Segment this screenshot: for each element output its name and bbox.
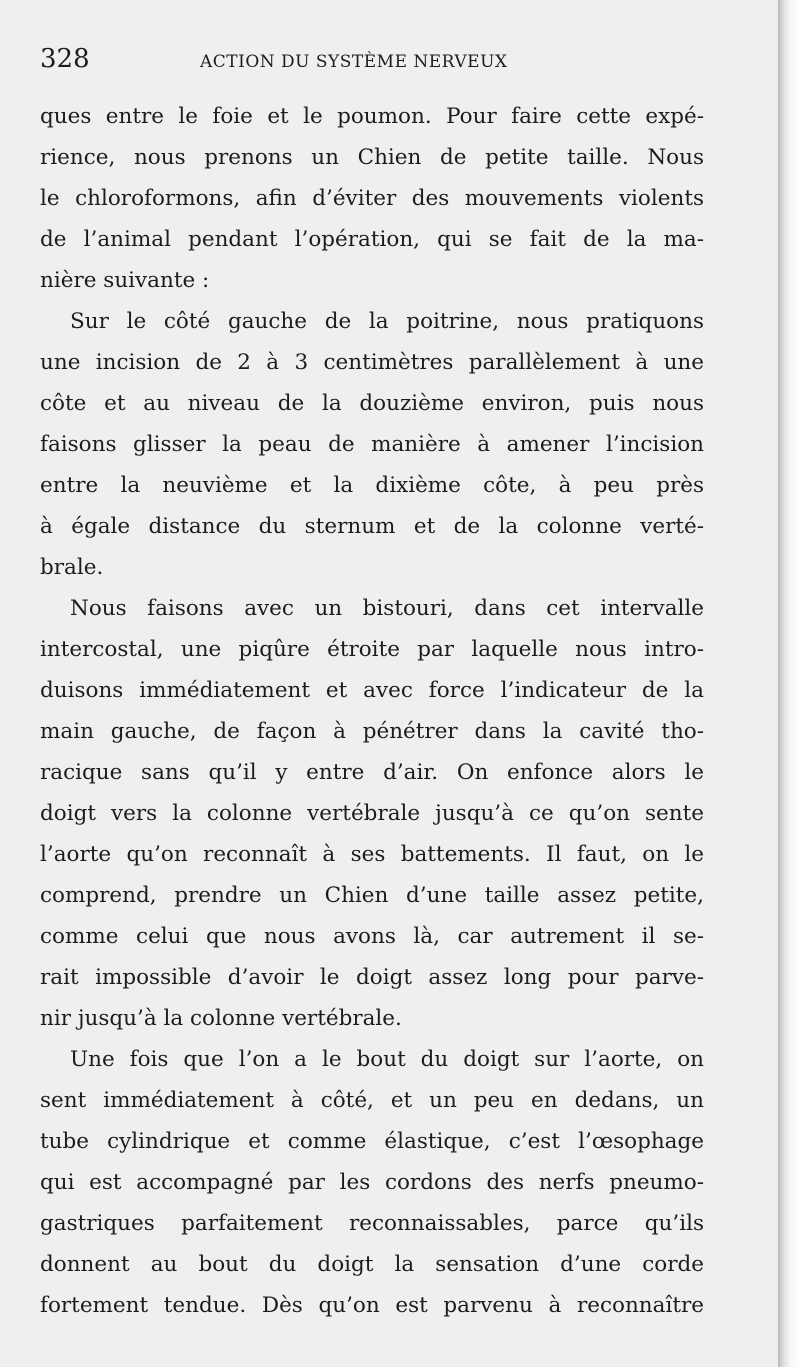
text-line: fortement tendue. Dès qu’on est parvenu à reconnaître bbox=[40, 1293, 704, 1318]
body-text bbox=[40, 96, 704, 1326]
text-line: une incision de 2 à 3 centimètres parallèlement à une bbox=[40, 350, 704, 375]
text-line: côte et au niveau de la douzième environ, puis nous bbox=[40, 391, 704, 416]
text-line: Nous faisons avec un bistouri, dans cet intervalle bbox=[70, 596, 704, 621]
text-line: l’aorte qu’on reconnaît à ses battements. Il faut, on le bbox=[40, 842, 704, 867]
text-line: Une fois que l’on a le bout du doigt sur l’aorte, on bbox=[70, 1047, 704, 1072]
text-line: main gauche, de façon à pénétrer dans la cavité tho- bbox=[40, 719, 704, 744]
page-edge-shadow bbox=[778, 0, 800, 1367]
text-line: faisons glisser la peau de manière à amener l’incision bbox=[40, 432, 704, 457]
text-line: donnent au bout du doigt la sensation d’une corde bbox=[40, 1252, 704, 1277]
text-line: rience, nous prenons un Chien de petite taille. Nous bbox=[40, 145, 704, 170]
page-header bbox=[40, 44, 704, 84]
text-line: comme celui que nous avons là, car autrement il se- bbox=[40, 924, 704, 949]
text-line: ques entre le foie et le poumon. Pour faire cette expé- bbox=[40, 104, 704, 129]
text-line: nir jusqu’à la colonne vertébrale. bbox=[40, 1006, 402, 1031]
text-line: doigt vers la colonne vertébrale jusqu’à ce qu’on sente bbox=[40, 801, 704, 826]
text-line: à égale distance du sternum et de la colonne verté- bbox=[40, 514, 704, 539]
text-line: Sur le côté gauche de la poitrine, nous pratiquons bbox=[70, 309, 704, 334]
text-line: rait impossible d’avoir le doigt assez long pour parve- bbox=[40, 965, 704, 990]
text-line: brale. bbox=[40, 555, 104, 580]
text-line: gastriques parfaitement reconnaissables, parce qu’ils bbox=[40, 1211, 704, 1236]
text-line: intercostal, une piqûre étroite par laquelle nous intro- bbox=[40, 637, 704, 662]
running-head: ACTION DU SYSTÈME NERVEUX bbox=[200, 52, 508, 72]
text-line: racique sans qu’il y entre d’air. On enfonce alors le bbox=[40, 760, 704, 785]
text-line: sent immédiatement à côté, et un peu en dedans, un bbox=[40, 1088, 704, 1113]
text-line: nière suivante : bbox=[40, 268, 210, 293]
text-line: duisons immédiatement et avec force l’indicateur de la bbox=[40, 678, 704, 703]
page-number: 328 bbox=[40, 44, 90, 74]
text-line: le chloroformons, afin d’éviter des mouvements violents bbox=[40, 186, 704, 211]
text-line: comprend, prendre un Chien d’une taille assez petite, bbox=[40, 883, 704, 908]
text-line: qui est accompagné par les cordons des nerfs pneumo- bbox=[40, 1170, 704, 1195]
text-line: tube cylindrique et comme élastique, c’est l’œsophage bbox=[40, 1129, 704, 1154]
text-line: de l’animal pendant l’opération, qui se fait de la ma- bbox=[40, 227, 704, 252]
text-line: entre la neuvième et la dixième côte, à peu près bbox=[40, 473, 704, 498]
